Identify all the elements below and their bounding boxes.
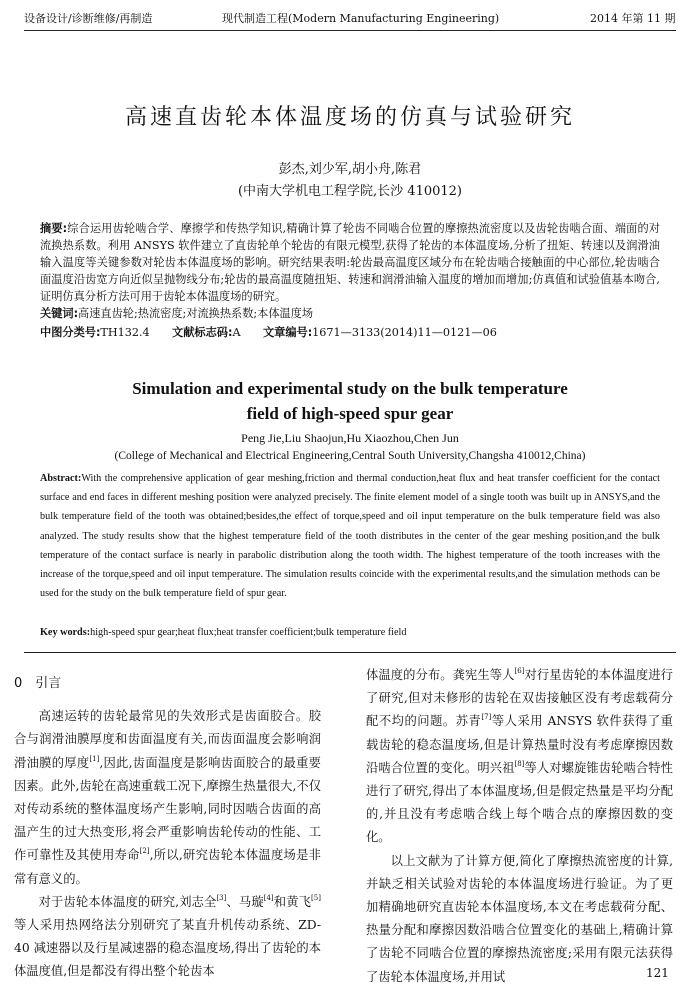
body-right-column: [366, 664, 673, 989]
paper-title-en-line1: Simulation and experimental study on the bulk temperature: [132, 379, 568, 398]
abstract-en-text: With the comprehensive application of gear meshing,friction and thermal conduction,heat flux and heat transfer coefficient for the contact surface and end faces in different meshing position were analyzed precisely. The finite element model of a single tooth was built up in ANSYS,and the bulk temperature field of the tooth was obtained;besides,the effect of torque,speed and oil input temperature on the bulk temperature field was also analyzed. The study results show that the highest temperature field of the tooth distributes in the center of the gear meshing position,and the bulk temperature of the contact surface is nearly in parabolic distribution along the tooth width. The highest temperature of the tooth increases with the increase of the torque,speed and oil input temperature. The simulation results coincide with the experimental results,and the simulation methods can be used for the study on the bulk temperature field of spur gear.: [40, 473, 660, 600]
abstract-cn-text: 综合运用齿轮啮合学、摩擦学和传热学知识,精确计算了轮齿不同啮合位置的摩擦热流密度以及齿轮齿啮合面、端面的对流换热系数。利用 ANSYS 软件建立了直齿轮单个轮齿的有限元模型,获得了轮齿的本体温度场,分析了扭矩、转速以及润滑油输入温度等关键参数对轮齿本体温度场的影响。研究结果表明:轮齿最高温度区域分布在轮齿啮合接触面的中心部位,轮齿啮合面温度沿齿宽方向近似呈抛物线分布;轮齿的最高温度随扭矩、转速和润滑油输入温度的增加而增加;仿真值和试验值基本吻合,证明仿真分析方法可用于齿轮本体温度场的研究。: [40, 222, 660, 303]
citation: [5]: [311, 893, 321, 902]
keywords-en-text: high-speed spur gear;heat flux;heat transfer coefficient;bulk temperature field: [90, 627, 407, 638]
clc-label: 中图分类号:: [40, 326, 101, 339]
citation: [8]: [514, 759, 525, 768]
body-left-column: [14, 672, 321, 984]
keywords-cn-text: 高速直齿轮;热流密度;对流换热系数;本体温度场: [78, 307, 314, 320]
citation: [3]: [216, 893, 227, 902]
keywords-en: [40, 623, 660, 642]
abstract-en: [40, 469, 660, 603]
citation: [6]: [514, 667, 525, 675]
paper-title-en-line2: field of high-speed spur gear: [246, 404, 454, 423]
section-title: 引言: [35, 676, 62, 691]
paragraph: 体温度的分布。龚宪生等人[6]对行星齿轮的本体温度进行了研究,但对未修形的齿轮在双齿接触区没有考虑载荷分配不均的问题。苏青[7]等人采用 ANSYS 软件获得了重载齿轮的稳态温度场,但是计算热量时没有考虑摩擦因数沿啮合位置的变化。明兴祖[8]等人对螺旋锥齿轮啮合特性进行了研究,得出了本体温度场,但是假定热量是平均分配的,并且没有考虑啮合线上每个啮合点的摩擦因数的变化。: [366, 667, 673, 845]
paper-title-en: [0, 376, 700, 426]
paragraph: 以上文献为了计算方便,简化了摩擦热流密度的计算,并缺乏相关试验对齿轮的本体温度场进行验证。为了更加精确地研究直齿轮本体温度场,本文在考虑载荷分配、热量分配和摩擦因数沿啮合位置变化的基础上,精确计算了齿轮不同啮合位置的摩擦热流密度;采用有限元法获得了齿轮本体温度场,并用试: [366, 853, 673, 984]
citation: [4]: [263, 893, 274, 902]
classification-line: [40, 324, 660, 341]
citation: [7]: [481, 713, 492, 722]
clc-value: TH132.4: [100, 326, 150, 339]
citation: [2]: [139, 847, 150, 856]
keywords-cn-label: 关键词:: [40, 307, 79, 320]
citation: [1]: [89, 754, 100, 763]
doc-code-label: 文献标志码:: [172, 326, 233, 339]
keywords-cn: [40, 305, 660, 322]
abstract-cn: [40, 220, 660, 305]
keywords-en-label: Key words:: [40, 627, 91, 638]
affiliation-en: (College of Mechanical and Electrical Engineering,Central South University,Changsha 410012,China): [114, 450, 586, 462]
paragraph: 高速运转的齿轮最常见的失效形式是齿面胶合。胶合与润滑油膜厚度和齿面温度有关,而齿面温度会影响润滑油膜的厚度[1],因此,齿面温度是影响齿面胶合的最重要因素。此外,齿轮在高速重载工况下,摩擦生热量很大,不仅对传动系统的整体温度场产生影响,同时因啮合齿面的高温产生的过大热变形,将会严重影响齿轮传动的性能、工作可靠性及其使用寿命[2],所以,研究齿轮本体温度场是非常有意义的。: [14, 709, 321, 886]
header-section-label: 设备设计/诊断维修/再制造: [24, 12, 153, 25]
authors-en: Peng Jie,Liu Shaojun,Hu Xiaozhou,Chen Jun: [241, 431, 459, 445]
affiliation-cn: (中南大学机电工程学院,长沙 410012): [237, 184, 463, 199]
header-journal-name: 现代制造工程(Modern Manufacturing Engineering): [222, 12, 500, 25]
abstract-rule: [24, 652, 676, 653]
section-number: 0: [14, 676, 23, 691]
header-rule: [24, 30, 676, 31]
paper-title-cn: 高速直齿轮本体温度场的仿真与试验研究: [124, 105, 575, 130]
article-no-label: 文章编号:: [262, 326, 313, 339]
authors-cn: 彭杰,刘少军,胡小舟,陈君: [278, 162, 422, 177]
page-number: 121: [646, 966, 669, 980]
abstract-en-label: Abstract:: [40, 473, 82, 484]
paragraph: 对于齿轮本体温度的研究,刘志全[3]、马璇[4]和黄飞[5]等人采用热网络法分别研究了某直升机传动系统、ZD-40 减速器以及行星减速器的稳态温度场,得出了齿轮的本体温度值,但是都没有得出整个轮齿本: [14, 893, 321, 979]
header-issue: 2014 年第 11 期: [590, 12, 676, 25]
doc-code-value: A: [232, 326, 241, 339]
article-no-value: 1671—3133(2014)11—0121—06: [312, 326, 497, 339]
abstract-cn-label: 摘要:: [40, 222, 68, 235]
section-heading: [14, 672, 321, 695]
